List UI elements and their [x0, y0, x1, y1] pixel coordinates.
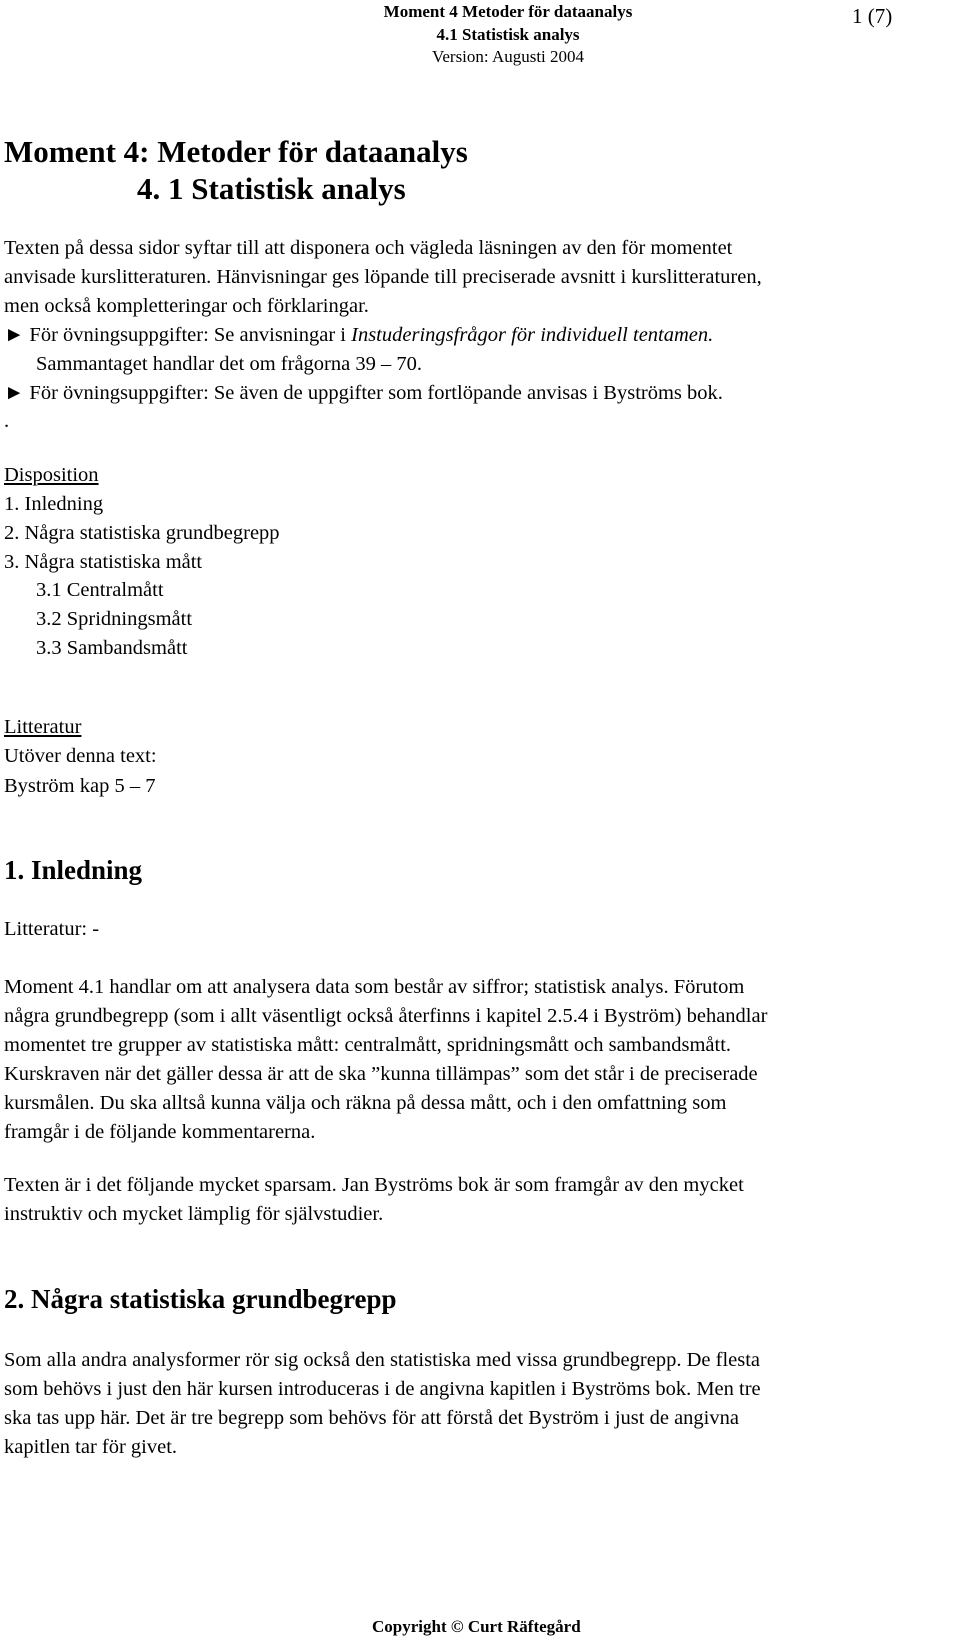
intro-line: men också kompletteringar och förklaringar.: [4, 295, 369, 317]
document-title: Moment 4: Metoder för dataanalys: [4, 134, 468, 169]
section-1-paragraph-line: framgår i de följande kommentarerna.: [4, 1121, 316, 1143]
disposition-subitem: 3.3 Sambandsmått: [36, 637, 188, 659]
section-2-paragraph-line: ska tas upp här. Det är tre begrepp som behövs för att förstå det Byström i just de angivna: [4, 1407, 739, 1429]
exercise-note-1-booktitle: Instuderingsfrågor för individuell tentamen.: [351, 324, 714, 346]
section-1-paragraph-line: momentet tre grupper av statistiska mått: centralmått, spridningsmått och sambandsmått.: [4, 1034, 732, 1056]
section-1-paragraph-line: Moment 4.1 handlar om att analysera data som består av siffror; statistisk analys. Förutom: [4, 976, 745, 998]
section-1-paragraph-line: kursmålen. Du ska alltså kunna välja och räkna på dessa mått, och i den omfattning som: [4, 1092, 727, 1114]
literature-heading: Litteratur: [4, 716, 82, 738]
exercise-note-1: [4, 321, 713, 350]
running-header-version: Version: Augusti 2004: [431, 47, 585, 66]
intro-line: Texten på dessa sidor syftar till att disponera och vägleda läsningen av den för momentet: [4, 237, 733, 259]
disposition-heading: Disposition: [4, 464, 99, 486]
disposition-item: 2. Några statistiska grundbegrepp: [4, 522, 280, 544]
page-number: 1 (7): [852, 4, 893, 28]
section-1-paragraph-line: Texten är i det följande mycket sparsam. Jan Byströms bok är som framgår av den mycket: [4, 1174, 744, 1196]
disposition-item: 1. Inledning: [4, 493, 104, 515]
disposition-subitem: 3.2 Spridningsmått: [36, 608, 193, 630]
literature-line: Utöver denna text:: [4, 745, 157, 767]
document-subtitle: 4. 1 Statistisk analys: [137, 171, 406, 206]
section-2-heading: 2. Några statistiska grundbegrepp: [4, 1284, 397, 1314]
stray-dot: .: [4, 410, 10, 432]
exercise-note-1-text: ► För övningsuppgifter: Se anvisningar i: [4, 324, 352, 346]
exercise-note-2: ► För övningsuppgifter: Se även de uppgifter som fortlöpande anvisas i Byströms bok.: [4, 382, 723, 404]
running-header-line1: Moment 4 Metoder för dataanalys: [383, 2, 633, 21]
literature-line: Byström kap 5 – 7: [4, 775, 156, 797]
section-1-literature: Litteratur: -: [4, 918, 100, 940]
section-2-paragraph-line: Som alla andra analysformer rör sig också den statistiska med vissa grundbegrepp. De flesta: [4, 1349, 761, 1371]
section-1-paragraph-line: några grundbegrepp (som i allt väsentligt också återfinns i kapitel 2.5.4 i Byström) behandlar: [4, 1005, 768, 1027]
section-1-paragraph-line: Kurskraven när det gäller dessa är att de ska ”kunna tillämpas” som det står i de preciserade: [4, 1063, 758, 1085]
disposition-item: 3. Några statistiska mått: [4, 551, 203, 573]
running-header-line2: 4.1 Statistisk analys: [436, 25, 580, 44]
section-1-heading: 1. Inledning: [4, 855, 143, 885]
section-2-paragraph-line: kapitlen tar för givet.: [4, 1436, 178, 1458]
exercise-note-1-cont: Sammantaget handlar det om frågorna 39 – 70.: [36, 353, 422, 375]
intro-line: anvisade kurslitteraturen. Hänvisningar ges löpande till preciserade avsnitt i kurslitteraturen,: [4, 266, 762, 288]
section-1-paragraph-line: instruktiv och mycket lämplig för självstudier.: [4, 1203, 384, 1225]
disposition-subitem: 3.1 Centralmått: [36, 579, 164, 601]
section-2-paragraph-line: som behövs i just den här kursen introduceras i de angivna kapitlen i Byströms bok. Men tre: [4, 1378, 761, 1400]
copyright-footer: Copyright © Curt Räftegård: [372, 1617, 581, 1636]
